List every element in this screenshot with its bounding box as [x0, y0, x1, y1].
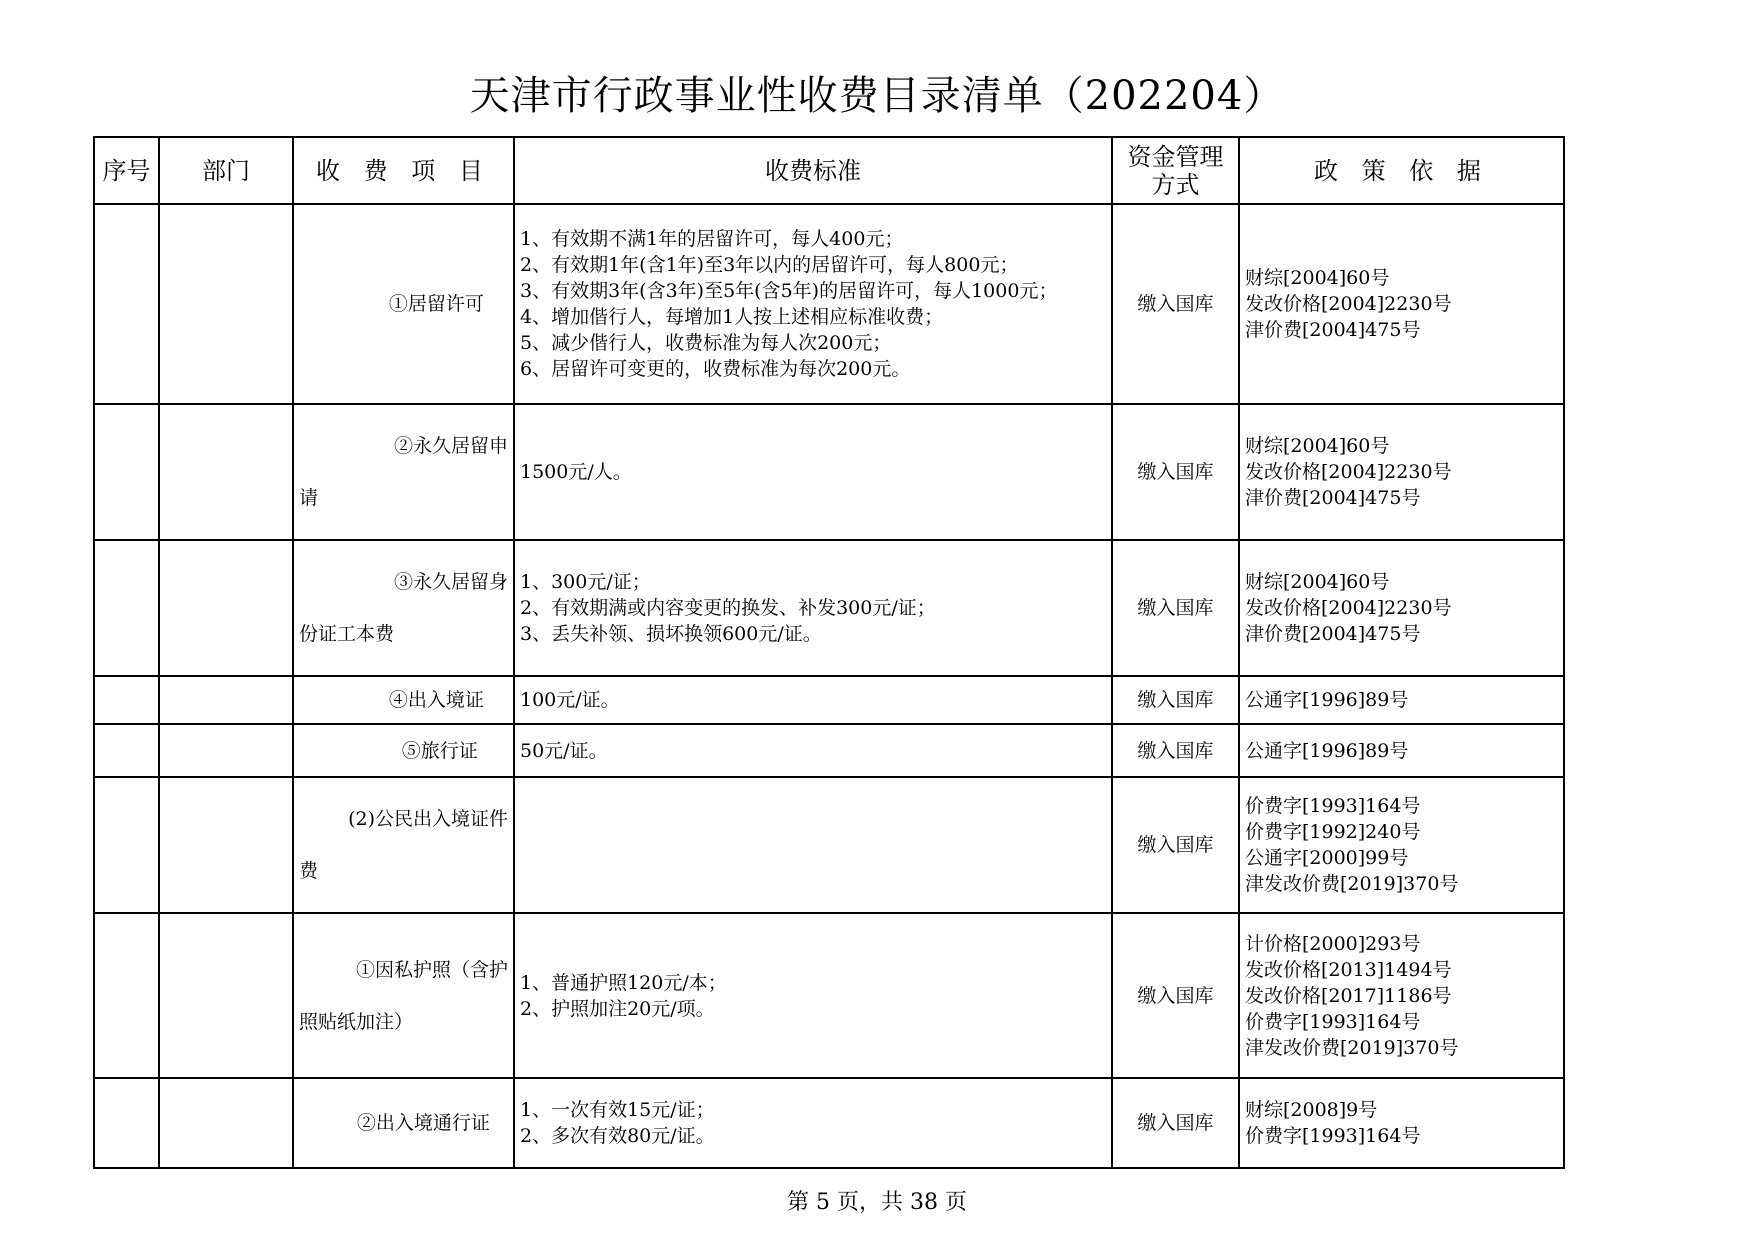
dept-cell: [159, 204, 293, 404]
item-cell: [293, 1078, 514, 1168]
standard-line: 3、有效期3年(含3年)至5年(含5年)的居留许可，每人1000元；: [520, 280, 1058, 302]
table-row: [94, 204, 1564, 404]
policy-line: 津价费[2004]475号: [1245, 623, 1421, 645]
policy-line: 财综[2004]60号: [1245, 571, 1390, 593]
standard-line: 1、普通护照120元/本；: [520, 971, 727, 994]
policy-line: 发改价格[2013]1494号: [1245, 958, 1452, 981]
standard-line: 5、减少偕行人，收费标准为每人次200元；: [520, 332, 892, 354]
table-row: [94, 913, 1564, 1078]
policy-line: 津价费[2004]475号: [1245, 487, 1421, 509]
item-cell: [293, 404, 514, 540]
standard-cell: [514, 777, 1112, 913]
item-cell: [293, 676, 514, 724]
standard-line: 2、护照加注20元/项。: [520, 997, 715, 1020]
header-standard: 收费标准: [514, 137, 1112, 204]
item-name-line: ①因私护照（含护: [355, 958, 508, 981]
seq-cell: [94, 676, 159, 724]
policy-line: 财综[2004]60号: [1245, 267, 1390, 289]
standard-line: 3、丢失补领、损坏换领600元/证。: [520, 623, 822, 645]
seq-cell: [94, 913, 159, 1078]
policy-cell: [1239, 1078, 1564, 1168]
policy-cell: [1239, 204, 1564, 404]
standard-line: 2、多次有效80元/证。: [520, 1125, 715, 1147]
seq-cell: [94, 777, 159, 913]
policy-cell: [1239, 676, 1564, 724]
policy-line: 津发改价费[2019]370号: [1245, 1036, 1459, 1059]
dept-cell: [159, 676, 293, 724]
item-name-line: 请: [299, 487, 319, 509]
standard-line: 4、增加偕行人，每增加1人按上述相应标准收费；: [520, 306, 944, 328]
item-cell: [293, 913, 514, 1078]
table-row: [94, 1078, 1564, 1168]
item-name: ①居留许可: [388, 293, 484, 315]
header-item: 收 费 项 目: [293, 137, 514, 204]
mgmt-cell: 缴入国库: [1112, 777, 1239, 913]
policy-line: 价费字[1992]240号: [1245, 821, 1421, 843]
standard-line: 1、一次有效15元/证；: [520, 1099, 715, 1121]
policy-line: 发改价格[2017]1186号: [1245, 984, 1452, 1007]
policy-line: 财综[2004]60号: [1245, 435, 1390, 457]
seq-cell: [94, 540, 159, 676]
header-mgmt-line2: 方式: [1151, 170, 1200, 199]
fee-table: [93, 136, 1565, 1169]
item-name-line: 份证工本费: [299, 623, 395, 645]
policy-line: 价费字[1993]164号: [1245, 1125, 1421, 1147]
policy-cell: [1239, 777, 1564, 913]
item-name-line: ②永久居留申: [393, 435, 508, 457]
mgmt-cell: 缴入国库: [1112, 540, 1239, 676]
standard-cell: [514, 204, 1112, 404]
item-name: ⑤旅行证: [401, 739, 478, 762]
dept-cell: [159, 724, 293, 777]
policy-line: 财综[2008]9号: [1245, 1099, 1378, 1121]
policy-cell: [1239, 404, 1564, 540]
item-cell: [293, 204, 514, 404]
item-name-line: 照贴纸加注）: [299, 1010, 414, 1033]
standard-line: 1500元/人。: [520, 461, 632, 483]
item-name: ②出入境通行证: [356, 1112, 490, 1134]
table-row: [94, 724, 1564, 777]
header-seq: 序号: [94, 137, 159, 204]
table-header-row: [94, 137, 1564, 204]
policy-line: 公通字[2000]99号: [1245, 847, 1409, 869]
seq-cell: [94, 404, 159, 540]
policy-line: 价费字[1993]164号: [1245, 1010, 1421, 1033]
header-dept: 部门: [159, 137, 293, 204]
item-name-line: (2)公民出入境证件: [348, 808, 508, 830]
policy-line: 津价费[2004]475号: [1245, 319, 1421, 341]
page-title: 天津市行政事业性收费目录清单（202204）: [469, 73, 1285, 119]
standard-cell: [514, 1078, 1112, 1168]
policy-cell: [1239, 540, 1564, 676]
mgmt-cell: 缴入国库: [1112, 404, 1239, 540]
standard-line: 1、有效期不满1年的居留许可，每人400元；: [520, 228, 904, 250]
policy-line: 公通字[1996]89号: [1245, 739, 1409, 762]
mgmt-cell: 缴入国库: [1112, 676, 1239, 724]
policy-line: 发改价格[2004]2230号: [1245, 597, 1452, 619]
standard-line: 100元/证。: [520, 689, 620, 711]
header-mgmt: [1112, 137, 1239, 204]
table-row: [94, 676, 1564, 724]
item-cell: [293, 724, 514, 777]
policy-line: 公通字[1996]89号: [1245, 689, 1409, 711]
seq-cell: [94, 1078, 159, 1168]
mgmt-cell: 缴入国库: [1112, 204, 1239, 404]
dept-cell: [159, 913, 293, 1078]
policy-cell: [1239, 913, 1564, 1078]
dept-cell: [159, 404, 293, 540]
policy-line: 计价格[2000]293号: [1245, 932, 1421, 955]
standard-line: 2、有效期1年(含1年)至3年以内的居留许可，每人800元；: [520, 254, 1019, 276]
item-cell: [293, 777, 514, 913]
policy-line: 价费字[1993]164号: [1245, 795, 1421, 817]
table-row: [94, 404, 1564, 540]
policy-line: 发改价格[2004]2230号: [1245, 461, 1452, 483]
mgmt-cell: 缴入国库: [1112, 1078, 1239, 1168]
standard-cell: [514, 913, 1112, 1078]
policy-line: 发改价格[2004]2230号: [1245, 293, 1452, 315]
standard-cell: [514, 404, 1112, 540]
standard-cell: [514, 676, 1112, 724]
policy-cell: [1239, 724, 1564, 777]
standard-line: 1、300元/证；: [520, 571, 651, 593]
standard-line: 6、居留许可变更的，收费标准为每次200元。: [520, 358, 911, 380]
item-cell: [293, 540, 514, 676]
seq-cell: [94, 204, 159, 404]
table-row: [94, 777, 1564, 913]
standard-line: 50元/证。: [520, 739, 608, 762]
item-name-line: ③永久居留身: [393, 571, 508, 593]
mgmt-cell: 缴入国库: [1112, 913, 1239, 1078]
standard-cell: [514, 540, 1112, 676]
mgmt-cell: 缴入国库: [1112, 724, 1239, 777]
dept-cell: [159, 777, 293, 913]
dept-cell: [159, 1078, 293, 1168]
item-name-line: 费: [299, 860, 319, 882]
seq-cell: [94, 724, 159, 777]
standard-cell: [514, 724, 1112, 777]
dept-cell: [159, 540, 293, 676]
page-footer: 第 5 页，共 38 页: [787, 1190, 967, 1215]
table-row: [94, 540, 1564, 676]
header-mgmt-line1: 资金管理: [1127, 142, 1224, 171]
header-policy: 政 策 依 据: [1239, 137, 1564, 204]
item-name: ④出入境证: [388, 689, 484, 711]
policy-line: 津发改价费[2019]370号: [1245, 873, 1459, 895]
standard-line: 2、有效期满或内容变更的换发、补发300元/证；: [520, 597, 936, 619]
